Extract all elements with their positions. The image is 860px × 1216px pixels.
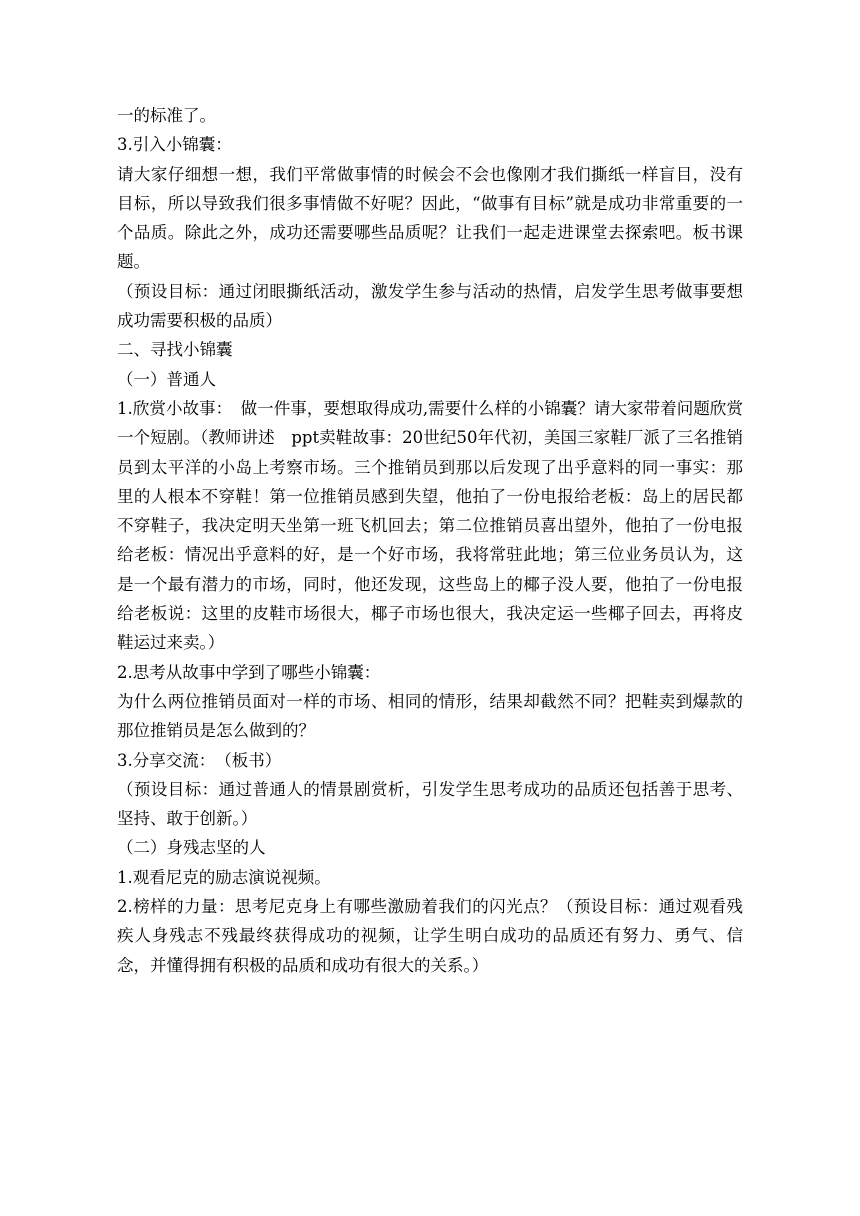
paragraph-question-salesmen: 为什么两位推销员面对一样的市场、相同的情形，结果却截然不同？把鞋卖到爆款的那位推销员是怎么做到的？ xyxy=(117,691,743,741)
paragraph-shoe-story: 1.欣赏小故事： 做一件事，要想取得成功,需要什么样的小锦囊？请大家带着问题欣赏一个短剧。（教师讲述 ppt卖鞋故事：20世纪50年代初，美国三家鞋厂派了三名推销员到太平洋的小岛上考察市场。三个推销员到那以后发现了出乎意料的同一事实：那里的人根本不穿鞋！第一位推销员感到失望，他拍了一份电报给老板：岛上的居民都不穿鞋子，我决定明天坐第一班飞机回去；第二位推销员喜出望外，他拍了一份电报给老板：情况出乎意料的好，是一个好市场，我将常驻此地；第三位业务员认为，这是一个最有潜力的市场，同时，他还发现，这些岛上的椰子没人要，他拍了一份电报给老板说：这里的皮鞋市场很大，椰子市场也很大，我决定运一些椰子回去，再将皮鞋运过来卖。） xyxy=(117,398,743,653)
heading-think-story: 2.思考从故事中学到了哪些小锦囊： xyxy=(117,662,381,682)
paragraph-think-goals: 请大家仔细想一想，我们平常做事情的时候会不会也像刚才我们撕纸一样盲目，没有目标，所以导致我们很多事情做不好呢？因此，“做事有目标”就是成功非常重要的一个品质。除此之外，成功还需要哪些品质呢？让我们一起走进课堂去探索吧。板书课题。 xyxy=(117,164,743,272)
paragraph-preset-goal-1: （预设目标：通过闭眼撕纸活动，激发学生参与活动的热情，启发学生思考做事要想成功需要积极的品质） xyxy=(117,281,743,331)
paragraph-role-model: 2.榜样的力量：思考尼克身上有哪些激励着我们的闪光点？（预设目标：通过观看残疾人身残志不残最终获得成功的视频，让学生明白成功的品质还有努力、勇气、信念，并懂得拥有积极的品质和成功有很大的关系。） xyxy=(117,897,743,975)
subsection-heading-disabled-strong: （二）身残志坚的人 xyxy=(117,838,266,858)
document-page xyxy=(117,101,743,980)
heading-introduce-tips: 3.引入小锦囊： xyxy=(117,135,232,155)
subsection-heading-ordinary-people: （一）普通人 xyxy=(117,369,216,389)
paragraph-watch-video: 1.观看尼克的励志演说视频。 xyxy=(117,867,331,887)
paragraph-standard-end: 一的标准了。 xyxy=(117,106,216,125)
paragraph-preset-goal-2: （预设目标：通过普通人的情景剧赏析，引发学生思考成功的品质还包括善于思考、坚持、敢于创新。） xyxy=(117,779,743,829)
section-heading-find-tips: 二、寻找小锦囊 xyxy=(117,340,233,360)
heading-share-exchange: 3.分享交流： （板书） xyxy=(117,750,282,770)
